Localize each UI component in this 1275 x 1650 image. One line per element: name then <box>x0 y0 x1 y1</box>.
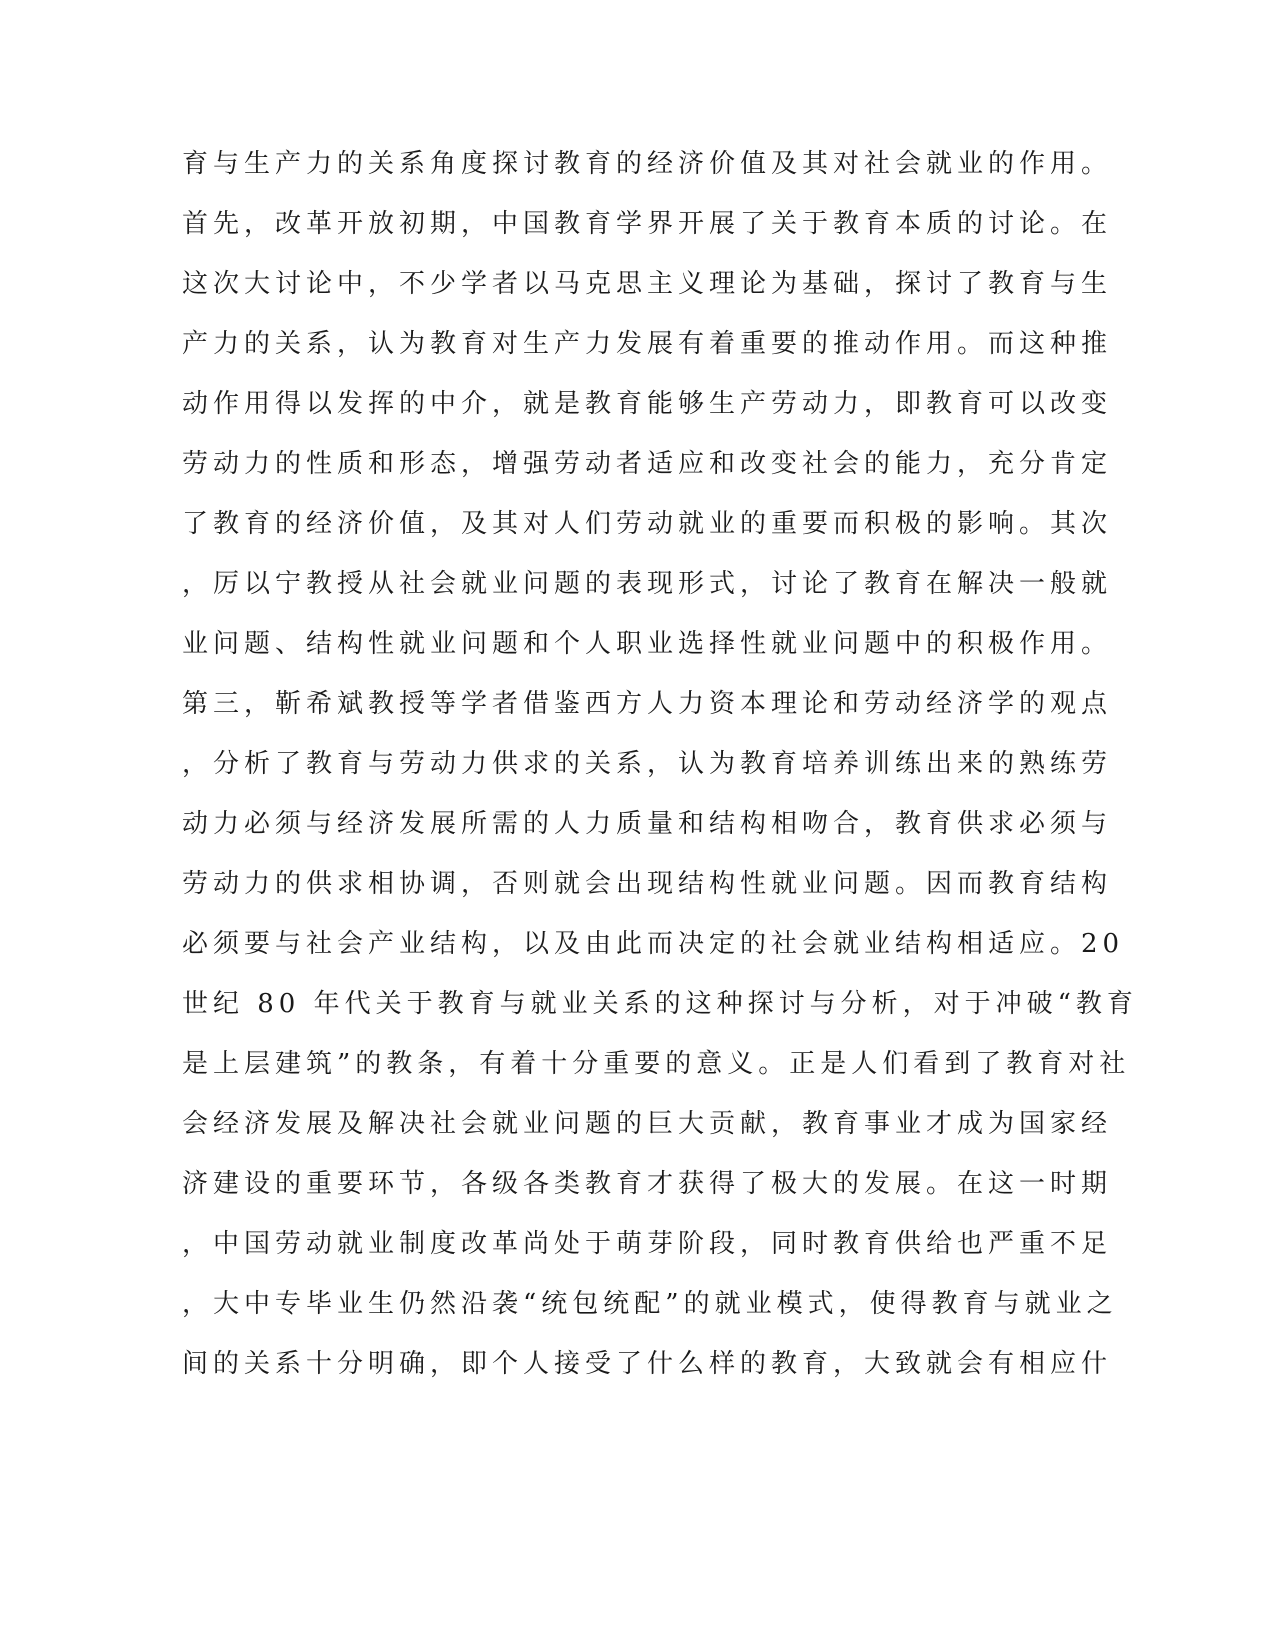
text-line: ，大中专毕业生仍然沿袭“统包统配”的就业模式，使得教育与就业之 <box>182 1289 1118 1319</box>
text-line: ，中国劳动就业制度改革尚处于萌芽阶段，同时教育供给也严重不足 <box>182 1229 1113 1259</box>
text-line: 间的关系十分明确，即个人接受了什么样的教育，大致就会有相应什 <box>182 1349 1113 1379</box>
text-line: ，分析了教育与劳动力供求的关系，认为教育培养训练出来的熟练劳 <box>182 749 1113 779</box>
text-line: 这次大讨论中，不少学者以马克思主义理论为基础，探讨了教育与生 <box>182 269 1113 299</box>
text-line: 劳动力的性质和形态，增强劳动者适应和改变社会的能力，充分肯定 <box>182 449 1113 479</box>
text-line: 首先，改革开放初期，中国教育学界开展了关于教育本质的讨论。在 <box>182 209 1113 239</box>
text-line: 是上层建筑”的教条，有着十分重要的意义。正是人们看到了教育对社 <box>182 1049 1131 1079</box>
body-text <box>182 134 1138 1394</box>
text-line: 会经济发展及解决社会就业问题的巨大贡献，教育事业才成为国家经 <box>182 1109 1113 1139</box>
text-line: 产力的关系，认为教育对生产力发展有着重要的推动作用。而这种推 <box>182 329 1113 359</box>
text-line: 必须要与社会产业结构，以及由此而决定的社会就业结构相适应。20 <box>182 929 1125 959</box>
text-line: 动作用得以发挥的中介，就是教育能够生产劳动力，即教育可以改变 <box>182 389 1113 419</box>
text-line: 了教育的经济价值，及其对人们劳动就业的重要而积极的影响。其次 <box>182 509 1113 539</box>
text-line: 动力必须与经济发展所需的人力质量和结构相吻合，教育供求必须与 <box>182 809 1113 839</box>
text-line: ，厉以宁教授从社会就业问题的表现形式，讨论了教育在解决一般就 <box>182 569 1113 599</box>
text-line: 第三，靳希斌教授等学者借鉴西方人力资本理论和劳动经济学的观点 <box>182 689 1113 719</box>
text-line: 济建设的重要环节，各级各类教育才获得了极大的发展。在这一时期 <box>182 1169 1113 1199</box>
text-line: 育与生产力的关系角度探讨教育的经济价值及其对社会就业的作用。 <box>182 149 1113 179</box>
text-line: 世纪 80 年代关于教育与就业关系的这种探讨与分析，对于冲破“教育 <box>182 989 1138 1019</box>
text-line: 劳动力的供求相协调，否则就会出现结构性就业问题。因而教育结构 <box>182 869 1113 899</box>
text-line: 业问题、结构性就业问题和个人职业选择性就业问题中的积极作用。 <box>182 629 1113 659</box>
